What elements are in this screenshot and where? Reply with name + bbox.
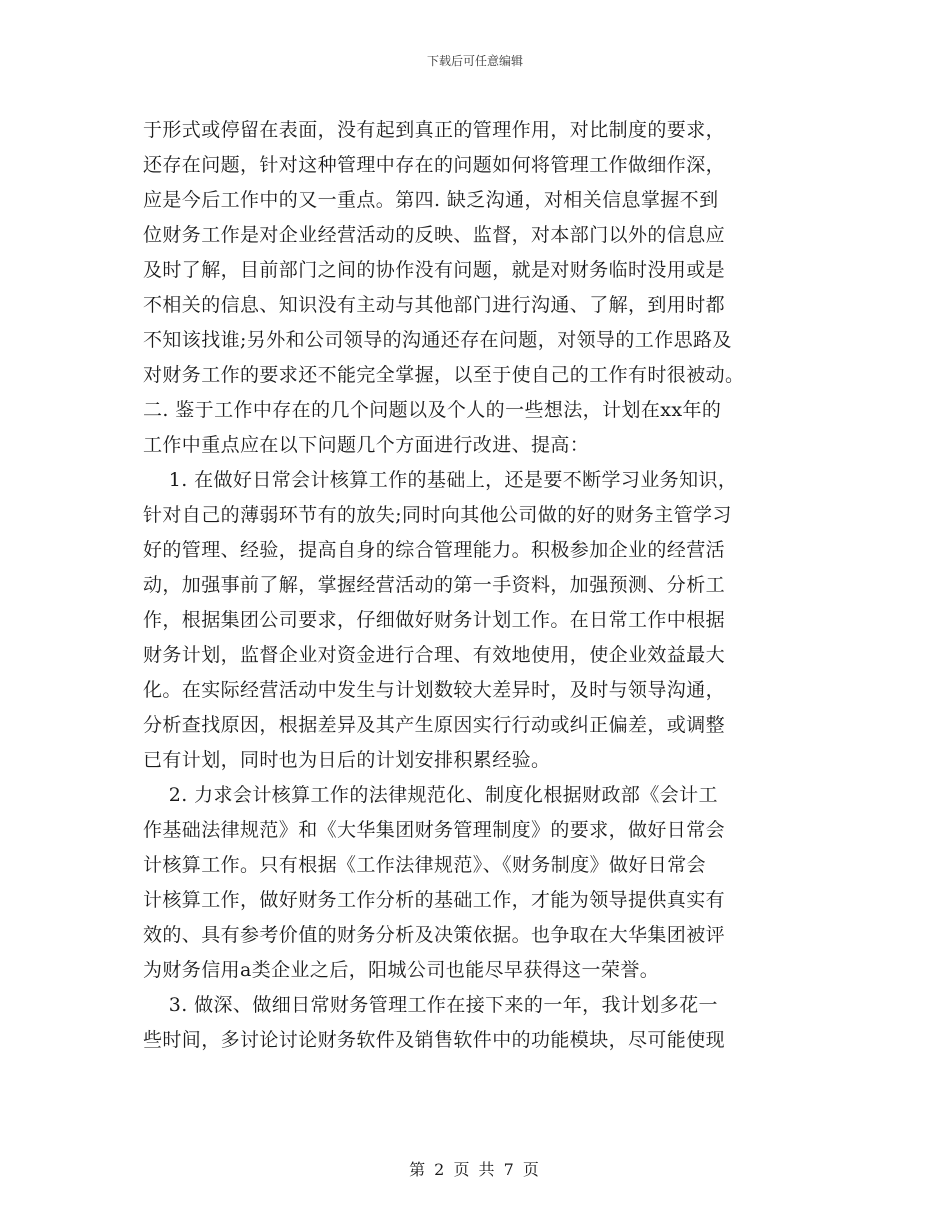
text-line: 为财务信用a类企业之后，阳城公司也能尽早获得这一荣誉。 <box>143 959 660 981</box>
text-line: 3. 做深、做细日常财务管理工作在接下来的一年，我计划多花一 <box>143 994 718 1016</box>
text-line: 计核算工作，做好财务工作分析的基础工作，才能为领导提供真实有 <box>143 889 726 911</box>
text-line: 二. 鉴于工作中存在的几个问题以及个人的一些想法，计划在xx年的 <box>143 399 722 421</box>
text-line: 化。在实际经营活动中发生与计划数较大差异时，及时与领导沟通， <box>143 679 726 701</box>
text-line: 位财务工作是对企业经营活动的反映、监督，对本部门以外的信息应 <box>143 224 726 246</box>
text-line: 1. 在做好日常会计核算工作的基础上，还是要不断学习业务知识， <box>143 469 738 491</box>
text-line: 作基础法律规范》和《大华集团财务管理制度》的要求，做好日常会 <box>143 819 726 841</box>
text-line: 财务计划，监督企业对资金进行合理、有效地使用，使企业效益最大 <box>143 644 726 666</box>
page-header-note: 下载后可任意编辑 <box>426 54 523 68</box>
text-line: 作，根据集团公司要求，仔细做好财务计划工作。在日常工作中根据 <box>143 609 726 631</box>
text-line: 已有计划，同时也为日后的计划安排积累经验。 <box>143 749 551 771</box>
text-line: 效的、具有参考价值的财务分析及决策依据。也争取在大华集团被评 <box>143 924 726 946</box>
text-line: 2. 力求会计核算工作的法律规范化、制度化根据财政部《会计工 <box>143 784 718 806</box>
text-line: 对财务工作的要求还不能完全掌握，以至于使自己的工作有时很被动。 <box>143 364 745 386</box>
text-line: 些时间，多讨论讨论财务软件及销售软件中的功能模块，尽可能使现 <box>143 1029 726 1051</box>
text-line: 不知该找谁;另外和公司领导的沟通还存在问题，对领导的工作思路及 <box>143 329 732 351</box>
text-line: 于形式或停留在表面，没有起到真正的管理作用，对比制度的要求， <box>143 119 726 141</box>
text-line: 针对自己的薄弱环节有的放失;同时向其他公司做的好的财务主管学习 <box>143 504 732 526</box>
text-line: 工作中重点应在以下问题几个方面进行改进、提高： <box>143 434 590 456</box>
text-line: 好的管理、经验，提高自身的综合管理能力。积极参加企业的经营活 <box>143 539 726 561</box>
text-line: 分析查找原因，根据差异及其产生原因实行行动或纠正偏差，或调整 <box>143 714 726 736</box>
text-line: 还存在问题，针对这种管理中存在的问题如何将管理工作做细作深， <box>143 154 726 176</box>
text-line: 应是今后工作中的又一重点。第四. 缺乏沟通，对相关信息掌握不到 <box>143 189 719 211</box>
page-number: 第 2 页 共 7 页 <box>409 1160 541 1179</box>
text-line: 不相关的信息、知识没有主动与其他部门进行沟通、了解，到用时都 <box>143 294 726 316</box>
text-line: 动，加强事前了解，掌握经营活动的第一手资料，加强预测、分析工 <box>143 574 726 596</box>
text-line: 及时了解，目前部门之间的协作没有问题，就是对财务临时没用或是 <box>143 259 726 281</box>
text-line: 计核算工作。只有根据《工作法律规范》、《财务制度》做好日常会 <box>143 854 707 876</box>
